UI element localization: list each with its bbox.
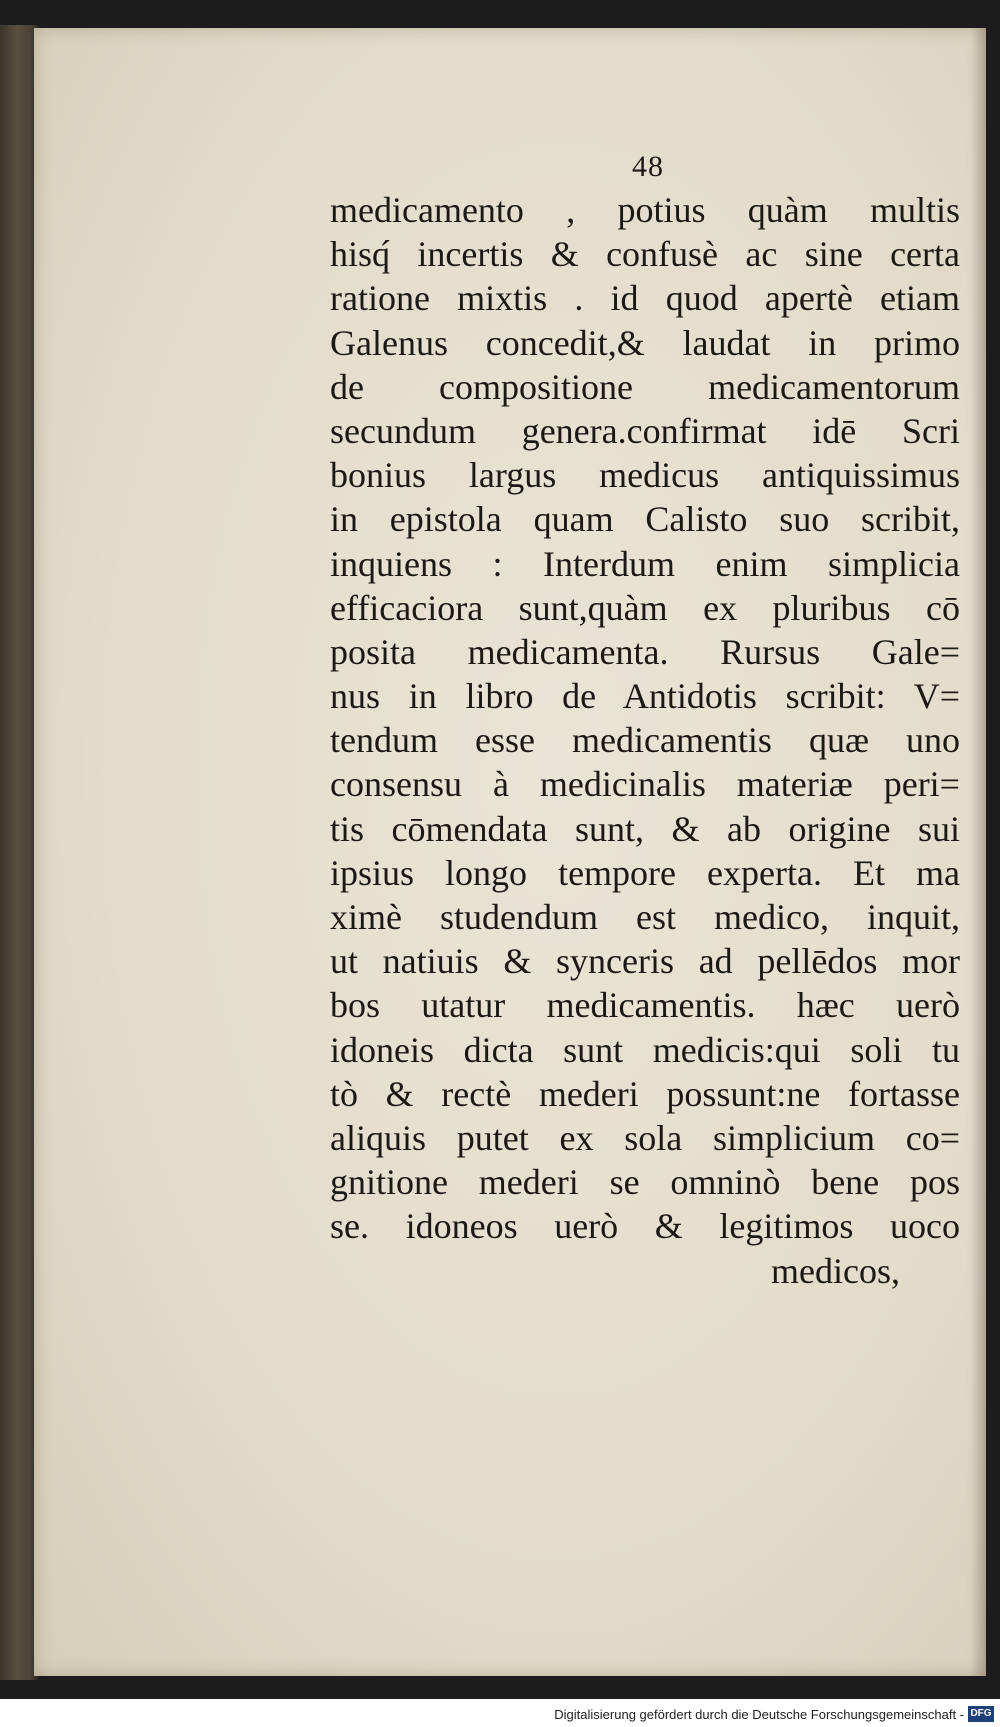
text-line: medicamento , potius quàm multis [330, 190, 960, 230]
text-line: ipsius longo tempore experta. Et ma [330, 852, 960, 893]
text-line: inquiens : Interdum enim simplicia [330, 543, 960, 584]
text-line: Galenus concedit,& laudat in primo [330, 322, 960, 363]
text-line: posita medicamenta. Rursus Gale= [330, 631, 960, 672]
text-line: tis cōmendata sunt, & ab origine sui [330, 808, 960, 849]
text-line: tò & rectè mederi possunt:ne fortasse [330, 1073, 960, 1114]
text-line: ximè studendum est medico, inquit, [330, 897, 960, 937]
text-line: ut natiuis & synceris ad pellēdos mor [330, 941, 960, 982]
text-line: de compositione medicamentorum [330, 366, 960, 407]
footer-bar [0, 1699, 1000, 1727]
page-number: 48 [632, 150, 664, 183]
text-line: se. idoneos uerò & legitimos uoco [330, 1206, 960, 1247]
text-line: gnitione mederi se omninò bene pos [330, 1162, 960, 1203]
catchword: medicos, [771, 1250, 900, 1291]
book-spine [0, 25, 38, 1680]
text-line: tendum esse medicamentis quæ uno [330, 720, 960, 761]
text-line: hisq́ incertis & confusè ac sine certa [330, 234, 960, 275]
text-line: idoneis dicta sunt medicis:qui soli tu [330, 1029, 960, 1070]
text-line: bos utatur medicamentis. hæc uerò [330, 985, 960, 1026]
footer-credit: Digitalisierung gefördert durch die Deutsche Forschungsgemeinschaft - [554, 1707, 964, 1722]
text-line: nus in libro de Antidotis scribit: V= [330, 676, 960, 717]
text-line: bonius largus medicus antiquissimus [330, 455, 960, 496]
text-line: consensu à medicinalis materiæ peri= [330, 764, 960, 805]
dfg-logo-icon: DFG [968, 1706, 994, 1722]
text-line: ratione mixtis . id quod apertè etiam [330, 278, 960, 319]
text-line: efficaciora sunt,quàm ex pluribus cō [330, 587, 960, 628]
text-block [330, 188, 960, 1293]
text-line: secundum genera.confirmat idē Scri [330, 410, 960, 451]
text-line: in epistola quam Calisto suo scribit, [330, 499, 960, 540]
text-line: aliquis putet ex sola simplicium co= [330, 1117, 960, 1158]
page-edge [970, 28, 986, 1676]
